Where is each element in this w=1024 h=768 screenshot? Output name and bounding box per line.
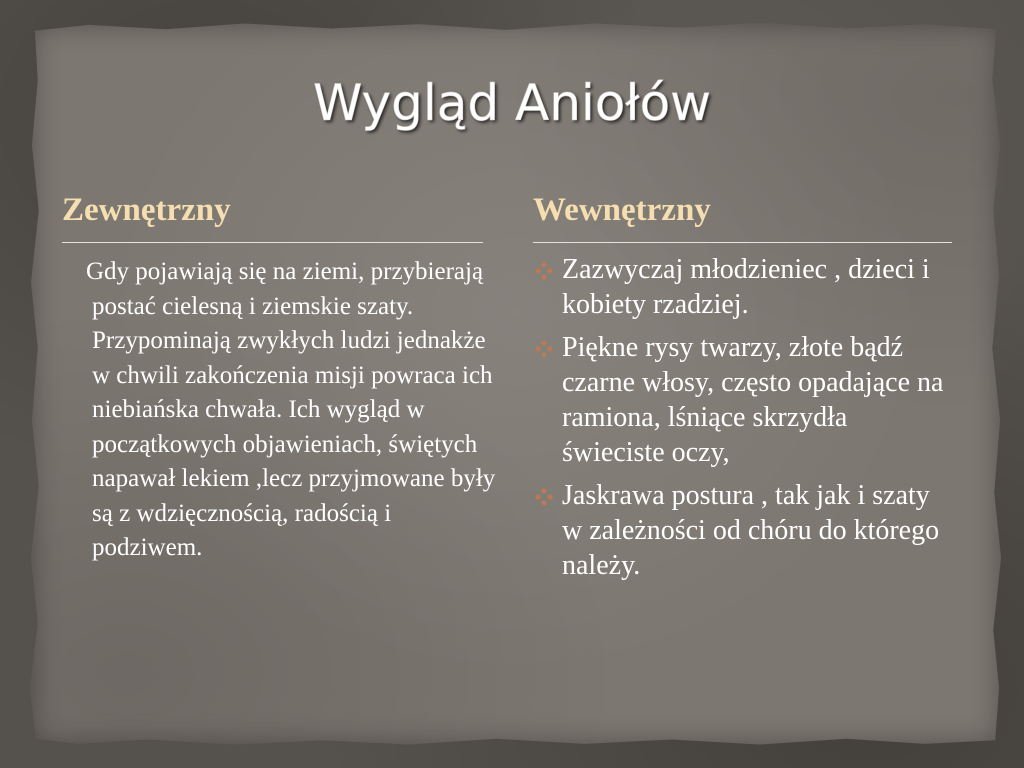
right-column-bullet-list bbox=[533, 252, 953, 591]
right-column-heading: Wewnętrzny bbox=[533, 192, 711, 228]
left-heading-divider bbox=[62, 242, 483, 243]
slide-title: Wygląd Aniołów bbox=[312, 74, 712, 132]
diamond-cluster-bullet-icon bbox=[535, 340, 553, 358]
bullet-item bbox=[533, 330, 953, 470]
diamond-cluster-bullet-icon bbox=[535, 488, 553, 506]
left-column-heading: Zewnętrzny bbox=[62, 192, 231, 228]
diamond-cluster-bullet-icon bbox=[535, 262, 553, 280]
bullet-item bbox=[533, 478, 953, 583]
left-column-text: Gdy pojawiają się na ziemi, przybierają postać cielesną i ziemskie szaty. Przypominają zwykłych ludzi jednakże w chwili zakończenia misji powraca ich niebiańska chwała. Ich wygląd w początkowych objawieniach, świętych napawał lekiem ,lecz przyjmowane były są z wdzięcznością, radością i podziwem. bbox=[86, 258, 496, 561]
right-heading-divider bbox=[533, 242, 952, 243]
bullet-text: Jaskrawa postura , tak jak i szaty w zależności od chóru do którego należy. bbox=[562, 480, 940, 581]
bullet-text: Piękne rysy twarzy, złote bądź czarne włosy, często opadające na ramiona, lśniące skrzydła świeciste oczy, bbox=[562, 332, 944, 468]
bullet-item bbox=[533, 252, 953, 322]
bullet-text: Zazwyczaj młodzieniec , dzieci i kobiety rzadziej. bbox=[562, 254, 930, 320]
